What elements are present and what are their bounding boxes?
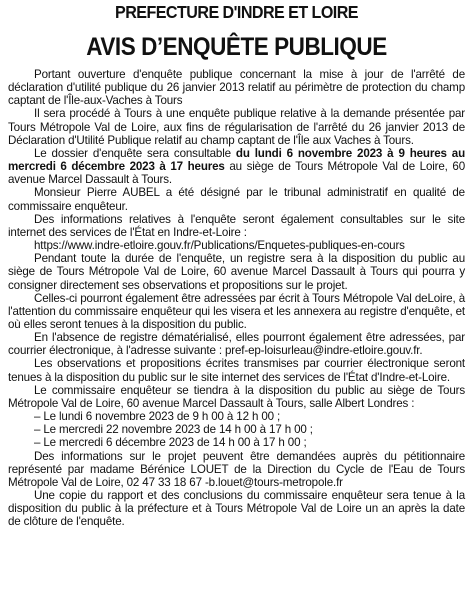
paragraph-website-info: Des informations relatives à l'enquête seront également consultables sur le site internet des services de l'État en Indre-et-Loire :	[8, 212, 465, 239]
paragraph-report: Une copie du rapport et des conclusions du commissaire enquêteur sera tenue à la disposition du public à la préfecture et à Tours Métropole Val de Loire un an après la date de clôture de l'enquête.	[8, 489, 465, 529]
paragraph-contact: Des informations sur le projet peuvent être demandées auprès du pétitionnaire représenté par madame Bérénice LOUET de la Direction du Cycle de l'Eau de Tours Métropole Val de Loire, 02 47 33 18 67 -b.louet@tours-metropole.fr	[8, 449, 465, 489]
paragraph-sessions-intro: Le commissaire enquêteur se tiendra à la disposition du public au siège de Tours Métropole Val de Loire, 60 avenue Marcel Dassault à Tours, salle Albert Londres :	[8, 383, 465, 410]
session-item	[34, 423, 465, 436]
notice-title: AVIS D’ENQUÊTE PUBLIQUE	[86, 33, 387, 61]
paragraph-commissioner: Monsieur Pierre AUBEL a été désigné par le tribunal administratif en qualité de commissaire enquêteur.	[8, 186, 465, 213]
session-list	[8, 410, 465, 449]
dash-icon: –	[34, 423, 41, 437]
website-link[interactable]: https://www.indre-etloire.gouv.fr/Publications/Enquetes-publiques-en-cours	[34, 239, 405, 253]
dash-icon: –	[34, 436, 41, 450]
paragraph-observations: Les observations et propositions écrites transmises par courrier électronique seront tenues à la disposition du public sur le site internet des services de l'État d'Indre-et-Loire.	[8, 357, 465, 384]
session-text: Le lundi 6 novembre 2023 de 9 h 00 à 12 h 00 ;	[43, 410, 281, 424]
prefecture-heading: PREFECTURE D'INDRE ET LOIRE	[115, 2, 358, 22]
paragraph-email: En l'absence de registre dématérialisé, elles pourront également être adressées, par courrier électronique, à l'adresse suivante : pref-ep-loisurleau@indre-etloire.gouv.fr.	[8, 331, 465, 358]
session-text: Le mercredi 22 novembre 2023 de 14 h 00 à 17 h 00 ;	[43, 423, 313, 437]
paragraph-dossier-dates	[8, 147, 465, 186]
paragraph-purpose: Portant ouverture d'enquête publique concernant la mise à jour de l'arrêté de déclaration d'utilité publique du 26 janvier 2013 relatif au périmètre de protection du champ captant de l'Île-aux-Vaches à Tours	[8, 68, 465, 108]
dossier-text-before: Le dossier d'enquête sera consultable	[34, 146, 236, 160]
paragraph-request: Il sera procédé à Tours à une enquête publique relative à la demande présentée par Tours Métropole Val de Loire, aux fins de régularisation de l'arrêté du 26 janvier 2013 de Déclaration d'Utilité Publique relatif au champ captant de l'Île aux Vaches à Tours.	[8, 107, 465, 147]
dash-icon: –	[34, 410, 41, 424]
session-item	[34, 436, 465, 449]
dossier-text-after: au siège de Tours Métropole Val de Loire, 60 avenue Marcel Dassault à Tours.	[8, 160, 465, 187]
paragraph-register: Pendant toute la durée de l'enquête, un registre sera à la disposition du public au siège de Tours Métropole Val de Loire, 60 avenue Marcel Dassault à Tours qui pourra y consigner directement ses observations et propositions sur le projet.	[8, 252, 465, 292]
dossier-dates: du lundi 6 novembre 2023 à 9 heures au mercredi 6 décembre 2023 à 17 heures	[8, 146, 466, 174]
session-text: Le mercredi 6 décembre 2023 de 14 h 00 à 17 h 00 ;	[43, 436, 307, 450]
notice-body	[8, 68, 465, 528]
session-item	[34, 410, 465, 423]
paragraph-written: Celles-ci pourront également être adressées par écrit à Tours Métropole Val deLoire, à l'attention du commissaire enquêteur qui les visera et les annexera au registre d'enquête, et où elles seront tenues à la disposition du public.	[8, 291, 465, 331]
